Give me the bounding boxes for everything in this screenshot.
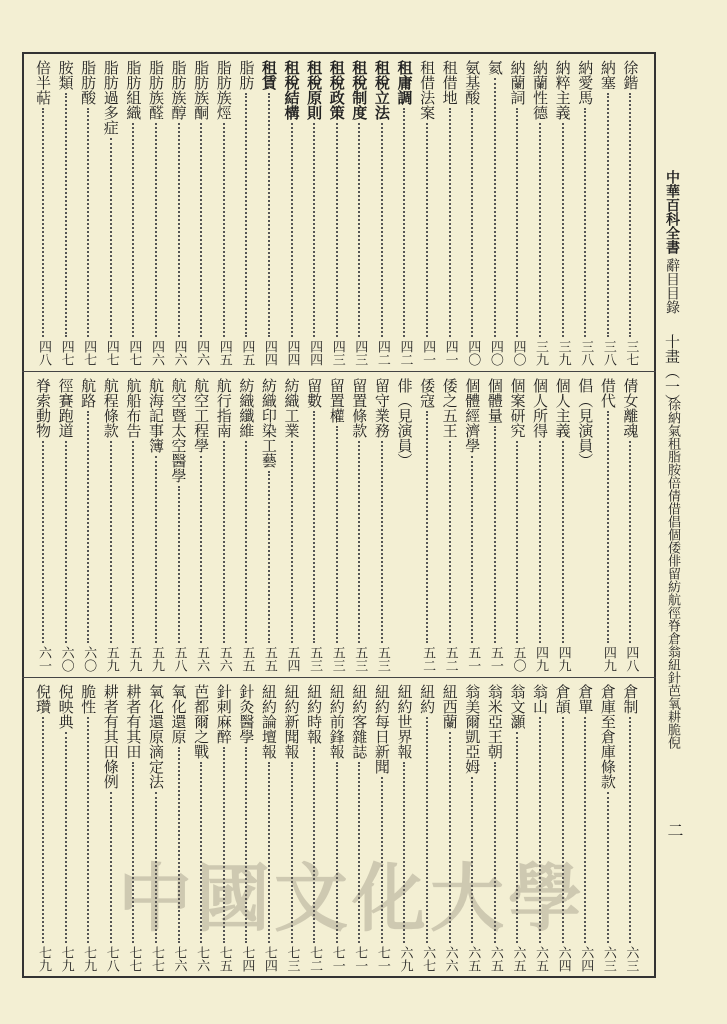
entry-page: 六三 bbox=[600, 946, 616, 972]
entry-page: 五〇 bbox=[510, 646, 526, 672]
entry-page: 四四 bbox=[261, 340, 277, 366]
index-entry bbox=[303, 60, 325, 366]
entry-title: 航船布告 bbox=[124, 378, 143, 438]
leader-dots bbox=[245, 441, 247, 643]
entry-page: 四一 bbox=[420, 340, 436, 366]
entry-page: 五三 bbox=[307, 646, 323, 672]
entry-page: 四三 bbox=[352, 340, 368, 366]
index-entry bbox=[326, 60, 348, 366]
entry-page: 七七 bbox=[126, 946, 142, 972]
leader-dots bbox=[65, 93, 67, 337]
entry-page: 六六 bbox=[442, 946, 458, 972]
entry-title: 航空工程學 bbox=[192, 378, 211, 453]
entry-title: 留數 bbox=[305, 378, 324, 408]
index-entry bbox=[235, 60, 257, 366]
index-entry bbox=[168, 60, 190, 366]
leader-dots bbox=[110, 138, 112, 337]
entry-page: 四六 bbox=[148, 340, 164, 366]
entry-title: 租稅政策 bbox=[327, 60, 346, 120]
index-entry bbox=[416, 378, 438, 672]
leader-dots bbox=[313, 411, 315, 643]
entry-page: 四七 bbox=[58, 340, 74, 366]
entry-title: 留守業務 bbox=[372, 378, 391, 438]
entry-page: 六七 bbox=[420, 946, 436, 972]
index-entry bbox=[32, 378, 54, 672]
entry-page: 七九 bbox=[81, 946, 97, 972]
index-entry bbox=[371, 60, 393, 366]
leader-dots bbox=[449, 108, 451, 337]
index-entry bbox=[235, 378, 257, 672]
entry-title: 倉頡 bbox=[553, 684, 572, 714]
entry-title: 脂肪組織 bbox=[124, 60, 143, 120]
entry-title: 倩女離魂 bbox=[621, 378, 640, 438]
entry-title: 紡織纖維 bbox=[237, 378, 256, 438]
index-entry bbox=[77, 378, 99, 672]
leader-dots bbox=[607, 411, 609, 643]
entry-title: 倪瓚 bbox=[34, 684, 52, 714]
index-entry bbox=[55, 378, 77, 672]
entry-title: 航空暨太空醫學 bbox=[169, 378, 188, 483]
entry-page: 四二 bbox=[397, 340, 413, 366]
entry-page: 六〇 bbox=[58, 646, 74, 672]
leader-dots bbox=[132, 441, 134, 643]
entry-page: 六五 bbox=[533, 946, 549, 972]
leader-dots bbox=[178, 123, 180, 337]
entry-page: 四〇 bbox=[487, 340, 503, 366]
leader-dots bbox=[87, 411, 89, 643]
entry-page: 四九 bbox=[600, 646, 616, 672]
entry-page: 六三 bbox=[623, 946, 639, 972]
entry-title: 翁米亞王朝 bbox=[485, 684, 504, 759]
entry-page: 四七 bbox=[126, 340, 142, 366]
entry-page: 四六 bbox=[194, 340, 210, 366]
entry-page: 六四 bbox=[555, 946, 571, 972]
entry-title: 租借地 bbox=[440, 60, 459, 105]
index-entry bbox=[371, 378, 393, 672]
entry-page: 四四 bbox=[284, 340, 300, 366]
entry-title: 納愛馬 bbox=[576, 60, 595, 105]
entry-title: 翁山 bbox=[531, 684, 550, 714]
leader-dots bbox=[426, 123, 428, 337]
entry-page: 七四 bbox=[261, 946, 277, 972]
index-entry bbox=[326, 378, 348, 672]
index-entry bbox=[77, 60, 99, 366]
entry-page: 四二 bbox=[374, 340, 390, 366]
entry-title: 紐約時報 bbox=[305, 684, 324, 744]
leader-dots bbox=[291, 123, 293, 337]
entry-page: 四〇 bbox=[510, 340, 526, 366]
index-entry bbox=[32, 684, 54, 972]
entry-page: 六四 bbox=[578, 946, 594, 972]
entry-title: 留置條款 bbox=[350, 378, 369, 438]
entry-page: 七七 bbox=[148, 946, 164, 972]
entry-page: 五六 bbox=[194, 646, 210, 672]
index-entry bbox=[348, 378, 370, 672]
entry-title: 租庸調 bbox=[395, 60, 414, 105]
index-entry bbox=[145, 378, 167, 672]
index-entry bbox=[122, 60, 144, 366]
index-entry bbox=[416, 60, 438, 366]
entry-page: 五六 bbox=[216, 646, 232, 672]
entry-title: 脂肪族醇 bbox=[169, 60, 188, 120]
index-entry bbox=[529, 60, 551, 366]
entry-title: 紡織工業 bbox=[282, 378, 301, 438]
entry-title: 脂肪酸 bbox=[79, 60, 98, 105]
entry-page: 五五 bbox=[239, 646, 255, 672]
entry-title: 紐約世界報 bbox=[395, 684, 414, 759]
entry-title: 俳（見演員） bbox=[395, 378, 414, 468]
entry-page: 五二 bbox=[420, 646, 436, 672]
leader-dots bbox=[155, 456, 157, 643]
entry-page: 三八 bbox=[600, 340, 616, 366]
entry-title: 徑賽跑道 bbox=[56, 378, 75, 438]
index-entry bbox=[190, 378, 212, 672]
index-entry bbox=[597, 60, 619, 366]
index-entry bbox=[258, 60, 280, 366]
entry-page: 六五 bbox=[465, 946, 481, 972]
entry-page: 七六 bbox=[171, 946, 187, 972]
index-entry bbox=[258, 378, 280, 672]
index-entry bbox=[506, 60, 528, 366]
leader-dots bbox=[110, 792, 112, 943]
section-divider bbox=[22, 677, 656, 678]
entry-page: 四九 bbox=[555, 646, 571, 672]
leader-dots bbox=[200, 456, 202, 643]
index-entry bbox=[439, 60, 461, 366]
entry-page: 四五 bbox=[239, 340, 255, 366]
entry-title: 個人主義 bbox=[553, 378, 572, 438]
entry-title: 耕者有其田條例 bbox=[101, 684, 120, 789]
leader-dots bbox=[584, 108, 586, 337]
leader-dots bbox=[516, 441, 518, 643]
leader-dots bbox=[223, 123, 225, 337]
entry-page: 五八 bbox=[171, 646, 187, 672]
entry-title: 納蘭詞 bbox=[508, 60, 527, 105]
entry-title: 納塞 bbox=[598, 60, 617, 90]
entry-title: 芭都爾之戰 bbox=[192, 684, 211, 759]
header-characters: 徐納氣租脂胺倍倩借倡個倭俳留紡航徑脊倉翁紐針芭氧耕脆倪 bbox=[665, 398, 680, 749]
entry-title: 耕者有其田 bbox=[124, 684, 143, 759]
leader-dots bbox=[178, 486, 180, 643]
entry-title: 航路 bbox=[79, 378, 98, 408]
entry-page: 四七 bbox=[81, 340, 97, 366]
leader-dots bbox=[539, 123, 541, 337]
index-entry bbox=[461, 378, 483, 672]
entry-page: 七九 bbox=[58, 946, 74, 972]
section-title: 辭目目錄 bbox=[664, 258, 680, 314]
leader-dots bbox=[65, 732, 67, 943]
leader-dots bbox=[42, 108, 44, 337]
leader-dots bbox=[245, 93, 247, 337]
entry-title: 脂肪族酮 bbox=[192, 60, 211, 120]
entry-title: 氧化還原 bbox=[169, 684, 188, 744]
entry-page: 七九 bbox=[36, 946, 51, 972]
leader-dots bbox=[132, 123, 134, 337]
entry-page: 五九 bbox=[103, 646, 119, 672]
leader-dots bbox=[313, 123, 315, 337]
leader-dots bbox=[629, 93, 631, 337]
leader-dots bbox=[223, 441, 225, 643]
entry-title: 紐約客雜誌 bbox=[350, 684, 369, 759]
entry-page: 七五 bbox=[216, 946, 232, 972]
entry-page: 七二 bbox=[307, 946, 323, 972]
leader-dots bbox=[268, 93, 270, 337]
entry-title: 租稅原則 bbox=[305, 60, 324, 120]
index-entry bbox=[393, 378, 415, 672]
leader-dots bbox=[42, 717, 44, 943]
index-entry bbox=[122, 378, 144, 672]
index-entry bbox=[597, 378, 619, 672]
entry-page: 四三 bbox=[329, 340, 345, 366]
leader-dots bbox=[381, 441, 383, 643]
leader-dots bbox=[155, 123, 157, 337]
entry-page: 四七 bbox=[103, 340, 119, 366]
entry-page: 三七 bbox=[623, 340, 639, 366]
index-entry bbox=[393, 60, 415, 366]
entry-title: 借代 bbox=[598, 378, 617, 408]
leader-dots bbox=[358, 441, 360, 643]
leader-dots bbox=[629, 441, 631, 643]
index-entry bbox=[55, 60, 77, 366]
leader-dots bbox=[291, 441, 293, 643]
entry-page: 四〇 bbox=[465, 340, 481, 366]
entry-title: 倭寇 bbox=[418, 378, 437, 408]
index-entry bbox=[574, 60, 596, 366]
entry-page: 三八 bbox=[578, 340, 594, 366]
entry-page: 五九 bbox=[148, 646, 164, 672]
leader-dots bbox=[200, 123, 202, 337]
leader-dots bbox=[494, 426, 496, 643]
entry-title: 氦 bbox=[485, 60, 504, 75]
entry-title: 倉單 bbox=[576, 684, 595, 714]
entry-page: 七六 bbox=[194, 946, 210, 972]
index-entry bbox=[348, 60, 370, 366]
index-entry bbox=[439, 378, 461, 672]
entry-title: 納蘭性德 bbox=[531, 60, 550, 120]
index-entry bbox=[213, 60, 235, 366]
index-entry bbox=[213, 378, 235, 672]
leader-dots bbox=[471, 108, 473, 337]
entry-title: 航程條款 bbox=[101, 378, 120, 438]
leader-dots bbox=[426, 411, 428, 643]
entry-page: 三九 bbox=[533, 340, 549, 366]
index-entry bbox=[32, 60, 54, 366]
watermark: 中國文化大學 bbox=[118, 856, 586, 942]
entry-title: 倍半萜 bbox=[34, 60, 52, 105]
leader-dots bbox=[65, 441, 67, 643]
leader-dots bbox=[562, 123, 564, 337]
index-entry bbox=[145, 60, 167, 366]
entry-page: 四八 bbox=[36, 340, 51, 366]
leader-dots bbox=[336, 123, 338, 337]
entry-title: 個案研究 bbox=[508, 378, 527, 438]
leader-dots bbox=[381, 123, 383, 337]
index-entry bbox=[303, 378, 325, 672]
entry-page: 四六 bbox=[171, 340, 187, 366]
entry-title: 脂肪 bbox=[237, 60, 256, 90]
entry-title: 脊索動物 bbox=[34, 378, 52, 438]
entry-title: 脂肪族烴 bbox=[214, 60, 233, 120]
entry-page: 六〇 bbox=[81, 646, 97, 672]
entry-page: 七一 bbox=[374, 946, 390, 972]
leader-dots bbox=[449, 441, 451, 643]
leader-dots bbox=[42, 441, 44, 643]
index-entry bbox=[281, 60, 303, 366]
entry-page: 七八 bbox=[103, 946, 119, 972]
entry-page: 七一 bbox=[329, 946, 345, 972]
leader-dots bbox=[607, 93, 609, 337]
entry-title: 紐約 bbox=[418, 684, 437, 714]
index-entry bbox=[529, 378, 551, 672]
entry-page: 五三 bbox=[374, 646, 390, 672]
entry-title: 針灸醫學 bbox=[237, 684, 256, 744]
entry-title: 針刺麻醉 bbox=[214, 684, 233, 744]
entry-page: 五二 bbox=[442, 646, 458, 672]
leader-dots bbox=[87, 108, 89, 337]
index-entry bbox=[484, 60, 506, 366]
entry-title: 個體經濟學 bbox=[463, 378, 482, 453]
index-entry bbox=[619, 378, 641, 672]
entry-page: 四五 bbox=[216, 340, 232, 366]
entry-title: 徐鍇 bbox=[621, 60, 640, 90]
entry-page: 七四 bbox=[239, 946, 255, 972]
leader-dots bbox=[403, 108, 405, 337]
entry-page: 四八 bbox=[623, 646, 639, 672]
entry-title: 紐約新聞報 bbox=[282, 684, 301, 759]
index-entry bbox=[552, 378, 574, 672]
index-entry bbox=[281, 378, 303, 672]
entry-title: 航海記事簿 bbox=[146, 378, 165, 453]
entry-title: 氨基酸 bbox=[463, 60, 482, 105]
entry-title: 紐約前鋒報 bbox=[327, 684, 346, 759]
entry-title: 翁文灝 bbox=[508, 684, 527, 729]
entry-title: 倭之五王 bbox=[440, 378, 459, 438]
index-entry bbox=[55, 684, 77, 972]
index-entry bbox=[461, 60, 483, 366]
leader-dots bbox=[539, 441, 541, 643]
entry-page: 四四 bbox=[307, 340, 323, 366]
entry-title: 租稅結構 bbox=[282, 60, 301, 120]
entry-title: 留置權 bbox=[327, 378, 346, 423]
index-entry bbox=[100, 378, 122, 672]
index-section-top bbox=[24, 60, 654, 366]
index-entry bbox=[77, 684, 99, 972]
leader-dots bbox=[516, 108, 518, 337]
book-title: 中華百科全書 bbox=[664, 170, 680, 254]
page-number: 二 bbox=[665, 822, 684, 838]
index-section-middle bbox=[24, 378, 654, 672]
entry-page: 五一 bbox=[465, 646, 481, 672]
entry-title: 紐約論壇報 bbox=[259, 684, 278, 759]
entry-title: 租賃 bbox=[259, 60, 278, 90]
entry-title: 個人所得 bbox=[531, 378, 550, 438]
entry-title: 倉庫至倉庫條款 bbox=[598, 684, 617, 789]
entry-page: 五四 bbox=[284, 646, 300, 672]
entry-page: 五一 bbox=[487, 646, 503, 672]
leader-dots bbox=[494, 78, 496, 337]
entry-page: 七一 bbox=[352, 946, 368, 972]
entry-page: 六五 bbox=[487, 946, 503, 972]
leader-dots bbox=[358, 123, 360, 337]
index-entry bbox=[484, 378, 506, 672]
index-entry bbox=[552, 60, 574, 366]
entry-title: 脂肪族醛 bbox=[146, 60, 165, 120]
entry-title: 租借法案 bbox=[418, 60, 437, 120]
entry-title: 脆性 bbox=[79, 684, 98, 714]
leader-dots bbox=[336, 426, 338, 643]
entry-page: 五五 bbox=[261, 646, 277, 672]
section-divider bbox=[22, 371, 656, 372]
entry-title: 納粹主義 bbox=[553, 60, 572, 120]
entry-page: 五三 bbox=[329, 646, 345, 672]
entry-title: 航行指南 bbox=[214, 378, 233, 438]
index-entry bbox=[619, 60, 641, 366]
entry-title: 胺類 bbox=[56, 60, 75, 90]
leader-dots bbox=[471, 456, 473, 643]
index-entry bbox=[506, 378, 528, 672]
entry-title: 倉制 bbox=[621, 684, 640, 714]
stroke-group: 十畫（一） bbox=[663, 334, 681, 409]
leader-dots bbox=[268, 471, 270, 643]
entry-title: 翁美爾凱亞姆 bbox=[463, 684, 482, 774]
entry-title: 租稅立法 bbox=[372, 60, 391, 120]
leader-dots bbox=[87, 717, 89, 943]
entry-title: 倪映典 bbox=[56, 684, 75, 729]
entry-page: 四九 bbox=[533, 646, 549, 672]
entry-page: 七三 bbox=[284, 946, 300, 972]
entry-page: 六五 bbox=[510, 946, 526, 972]
entry-page: 四一 bbox=[442, 340, 458, 366]
entry-title: 紐約每日新聞 bbox=[372, 684, 391, 774]
entry-page: 六九 bbox=[397, 946, 413, 972]
leader-dots bbox=[110, 441, 112, 643]
entry-title: 倡（見演員） bbox=[576, 378, 595, 468]
entry-title: 脂肪過多症 bbox=[101, 60, 120, 135]
entry-page: 六一 bbox=[36, 646, 51, 672]
leader-dots bbox=[562, 441, 564, 643]
entry-title: 氧化還原滴定法 bbox=[146, 684, 165, 789]
entry-title: 租稅制度 bbox=[350, 60, 369, 120]
entry-title: 紡織印染工藝 bbox=[259, 378, 278, 468]
index-entry bbox=[100, 60, 122, 366]
entry-title: 個體量 bbox=[485, 378, 504, 423]
index-entry bbox=[574, 378, 596, 672]
entry-title: 紐西蘭 bbox=[440, 684, 459, 729]
index-entry bbox=[190, 60, 212, 366]
entry-page: 五三 bbox=[352, 646, 368, 672]
index-entry bbox=[168, 378, 190, 672]
entry-page: 三九 bbox=[555, 340, 571, 366]
entry-page: 五九 bbox=[126, 646, 142, 672]
